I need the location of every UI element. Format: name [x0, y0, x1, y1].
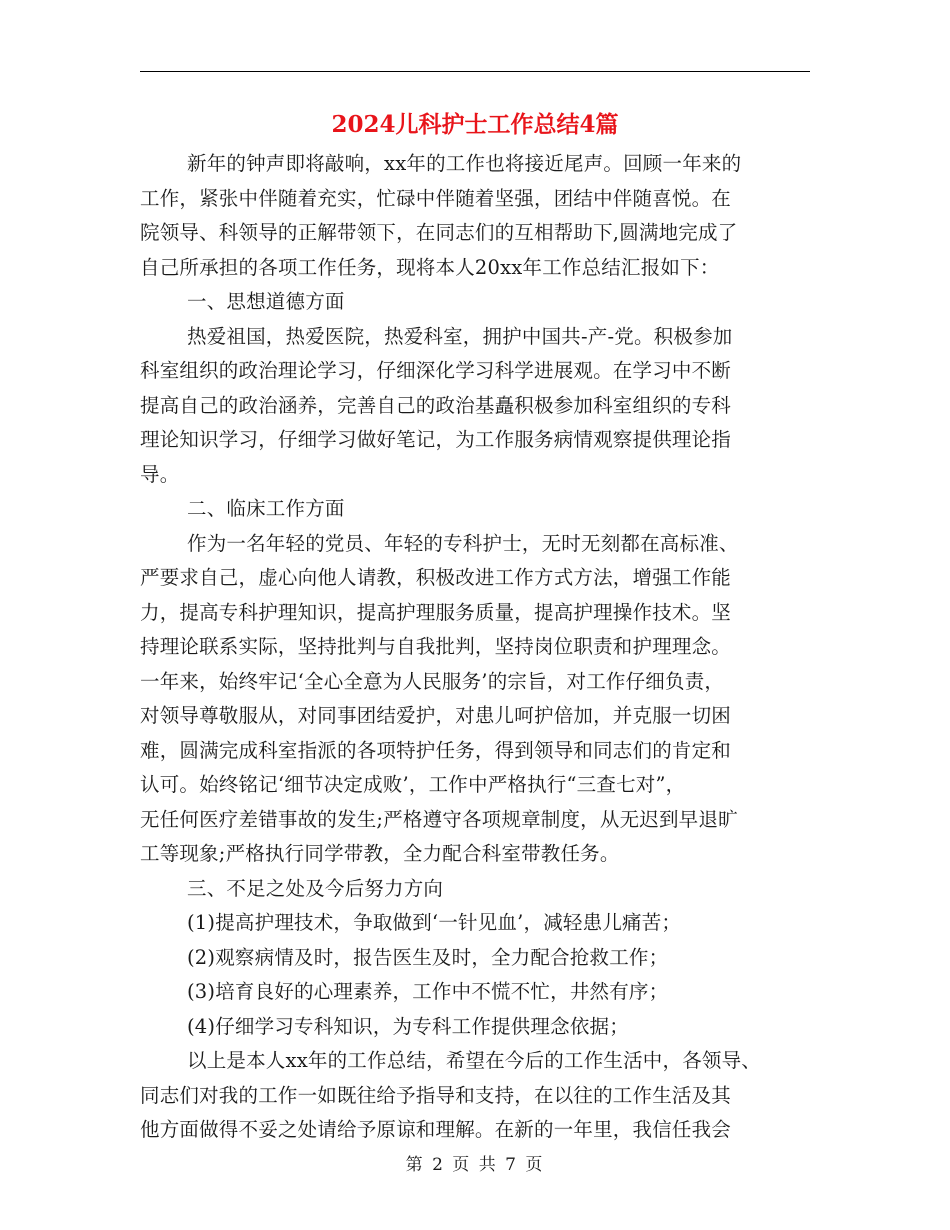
text-line: 二、临床工作方面	[187, 497, 345, 520]
text-line: 对领导尊敬服从，对同事团结爱护，对患儿呵护倍加，并克服一切困	[140, 704, 732, 727]
text-line: 认可。始终铭记‘细节决定成败’，工作中严格执行“三查七对”，	[140, 773, 686, 796]
header-rule	[140, 71, 810, 72]
text-line: 同志们对我的工作一如既往给予指导和支持，在以往的工作生活及其	[140, 1083, 732, 1107]
text-line: 工作，紧张中伴随着充实，忙碌中伴随着坚强，团结中伴随喜悦。在	[140, 186, 732, 210]
text-line: (1)提高护理技术，争取做到‘一针见血’，减轻患儿痛苦；	[187, 911, 682, 934]
document-body	[140, 147, 812, 1148]
text-line: 提高自己的政治涵养，完善自己的政治基矗积极参加科室组织的专科	[140, 393, 732, 417]
text-line: 热爱祖国，热爱医院，热爱科室，拥护中国共-产-党。积极参加	[187, 324, 733, 348]
text-line: 理论知识学习，仔细学习做好笔记，为工作服务病情观察提供理论指	[140, 428, 732, 451]
text-line: 无任何医疗差错事故的发生;严格遵守各项规章制度，从无迟到早退旷	[140, 807, 738, 831]
text-line: 工等现象;严格执行同学带教，全力配合科室带教任务。	[140, 842, 620, 865]
text-line: 严要求自己，虚心向他人请教，积极改进工作方式方法，增强工作能	[140, 566, 732, 589]
text-line: (4)仔细学习专科知识，为专科工作提供理念依据；	[187, 1014, 629, 1038]
text-line: (2)观察病情及时，报告医生及时，全力配合抢救工作；	[187, 945, 669, 969]
text-line: 新年的钟声即将敲响，xx年的工作也将接近尾声。回顾一年来的	[187, 152, 742, 175]
text-line: 科室组织的政治理论学习，仔细深化学习科学进展观。在学习中不断	[140, 359, 732, 382]
text-line: (3)培育良好的心理素养，工作中不慌不忙，井然有序；	[187, 980, 669, 1003]
document-title: 2024儿科护士工作总结4篇	[331, 111, 619, 138]
text-line: 他方面做得不妥之处请给予原谅和理解。在新的一年里，我信任我会	[140, 1118, 732, 1141]
text-line: 作为一名年轻的党员、年轻的专科护士，无时无刻都在高标准、	[187, 531, 739, 555]
text-line: 自己所承担的各项工作任务，现将本人20xx年工作总结汇报如下：	[140, 255, 720, 279]
text-line: 一、思想道德方面	[187, 290, 345, 313]
text-line: 三、不足之处及今后努力方向	[187, 876, 444, 900]
text-line: 院领导、科领导的正解带领下，在同志们的互相帮助下,圆满地完成了	[140, 221, 738, 244]
page-number: 第 2 页 共 7 页	[405, 1155, 545, 1175]
text-line: 难，圆满完成科室指派的各项特护任务，得到领导和同志们的肯定和	[140, 738, 732, 762]
text-line: 力，提高专科护理知识，提高护理服务质量，提高护理操作技术。坚	[140, 600, 732, 624]
text-line: 导。	[140, 462, 180, 486]
text-line: 一年来，始终牢记‘全心全意为人民服务’的宗旨，对工作仔细负责，	[140, 669, 725, 693]
text-line: 持理论联系实际，坚持批判与自我批判，坚持岗位职责和护理理念。	[140, 635, 732, 658]
text-line: 以上是本人xx年的工作总结，希望在今后的工作生活中，各领导、	[187, 1049, 761, 1072]
